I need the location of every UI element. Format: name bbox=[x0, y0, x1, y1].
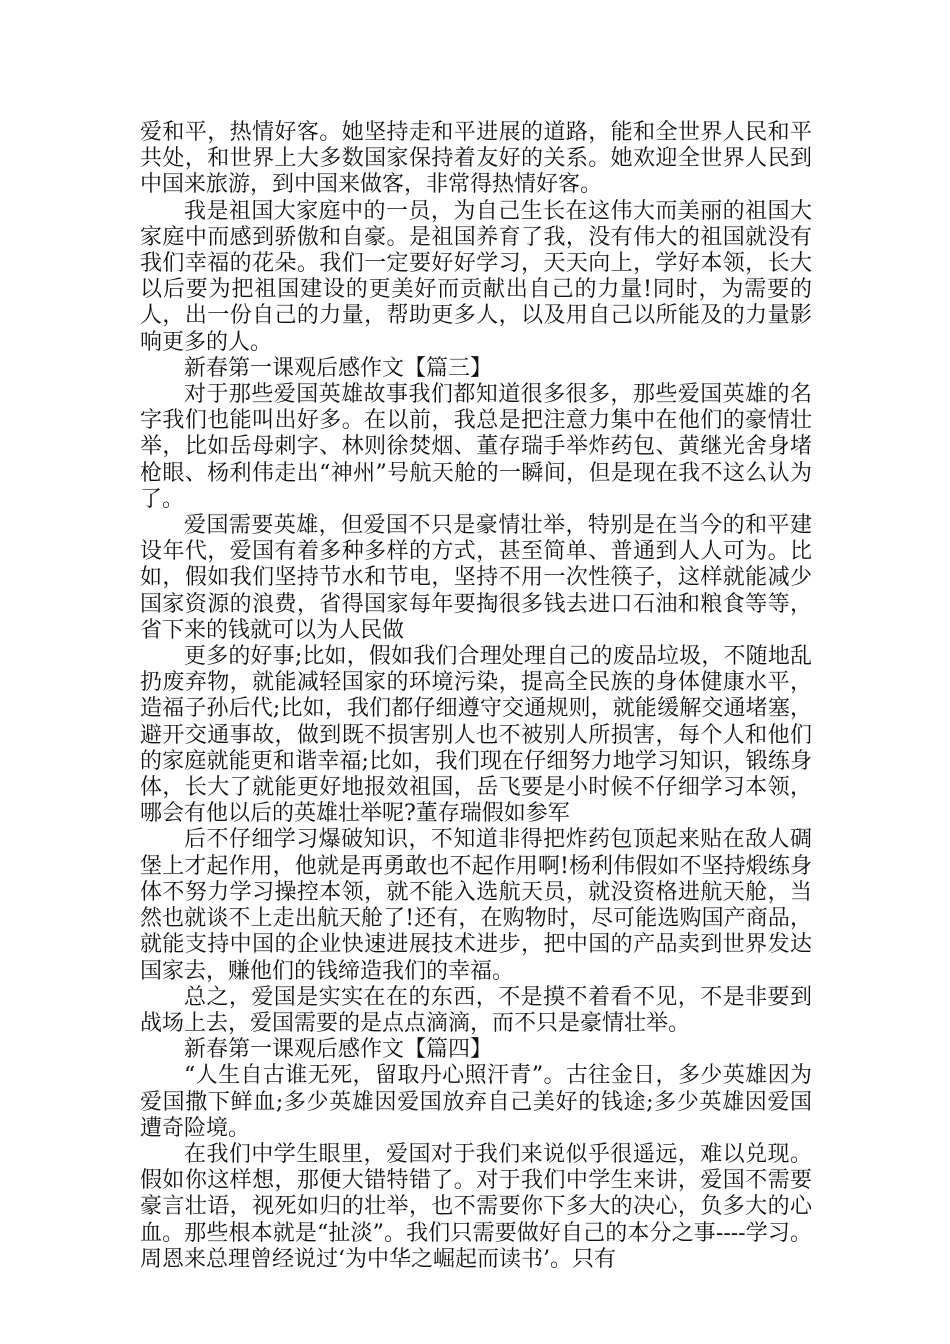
paragraph: 总之，爱国是实实在在的东西，不是摸不着看不见，不是非要到战场上去，爱国需要的是点点滴滴，而不只是豪情壮举。 bbox=[140, 984, 812, 1036]
paragraph: “人生自古谁无死，留取丹心照汗青”。古往金日，多少英雄因为爱国撒下鲜血;多少英雄因爱国放弃自己美好的钱途;多少英雄因爱国遭奇险境。 bbox=[140, 1063, 812, 1141]
paragraph: 对于那些爱国英雄故事我们都知道很多很多，那些爱国英雄的名字我们也能叫出好多。在以前，我总是把注意力集中在他们的豪情壮举，比如岳母刺字、林则徐焚烟、董存瑞手举炸药包、黄继光舍身堵枪眼、杨利伟走出“神州”号航天舱的一瞬间，但是现在我不这么认为了。 bbox=[140, 382, 812, 512]
section-heading-part-three: 新春第一课观后感作文【篇三】 bbox=[184, 355, 493, 381]
section-heading-part-four: 新春第一课观后感作文【篇四】 bbox=[184, 1037, 493, 1063]
paragraph: 我是祖国大家庭中的一员，为自己生长在这伟大而美丽的祖国大家庭中而感到骄傲和自豪。是祖国养育了我，没有伟大的祖国就没有我们幸福的花朵。我们一定要好好学习，天天向上，学好本领，长大以后要为把祖国建设的更美好而贡献出自己的力量!同时，为需要的人，出一份自己的力量，帮助更多人，以及用自己以所能及的力量影响更多的人。 bbox=[140, 198, 812, 355]
document-page bbox=[140, 120, 812, 1273]
paragraph: 后不仔细学习爆破知识，不知道非得把炸药包顶起来贴在敌人碉堡上才起作用，他就是再勇敢也不起作用啊!杨利伟假如不坚持煅练身体不努力学习操控本领，就不能入选航天员，就没资格进航天舱，当然也就谈不上走出航天舱了!还有，在购物时，尽可能选购国产商品，就能支持中国的企业快速进展技术进步，把中国的产品卖到世界发达国家去，赚他们的钱缔造我们的幸福。 bbox=[140, 827, 812, 984]
paragraph: 更多的好事;比如，假如我们合理处理自己的废品垃圾，不随地乱扔废弃物，就能减轻国家的环境污染，提高全民族的身体健康水平，造福子孙后代;比如，我们都仔细遵守交通规则，就能缓解交通堵塞，避开交通事故，做到既不损害别人也不被别人所损害，每个人和他们的家庭就能更和谐幸福;比如，我们现在仔细努力地学习知识，锻练身体，长大了就能更好地报效祖国，岳飞要是小时候不仔细学习本领，哪会有他以后的英雄壮举呢?董存瑞假如参军 bbox=[140, 644, 812, 827]
paragraph: 在我们中学生眼里，爱国对于我们来说似乎很遥远，难以兑现。假如你这样想，那便大错特错了。对于我们中学生来讲，爱国不需要豪言壮语，视死如归的壮举，也不需要你下多大的决心，负多大的心血。那些根本就是“扯淡”。我们只需要做好自己的本分之事----学习。周恩来总理曾经说过‘为中华之崛起而读书’。只有 bbox=[140, 1141, 812, 1272]
paragraph-continued: 爱和平，热情好客。她坚持走和平进展的道路，能和全世界人民和平共处，和世界上大多数国家保持着友好的关系。她欢迎全世界人民到中国来旅游，到中国来做客，非常得热情好客。 bbox=[140, 120, 812, 198]
paragraph: 爱国需要英雄，但爱国不只是豪情壮举，特别是在当今的和平建设年代，爱国有着多种多样的方式，甚至简单、普通到人人可为。比如，假如我们坚持节水和节电，坚持不用一次性筷子，这样就能减少国家资源的浪费，省得国家每年要掏很多钱去进口石油和粮食等等，省下来的钱就可以为人民做 bbox=[140, 513, 812, 643]
